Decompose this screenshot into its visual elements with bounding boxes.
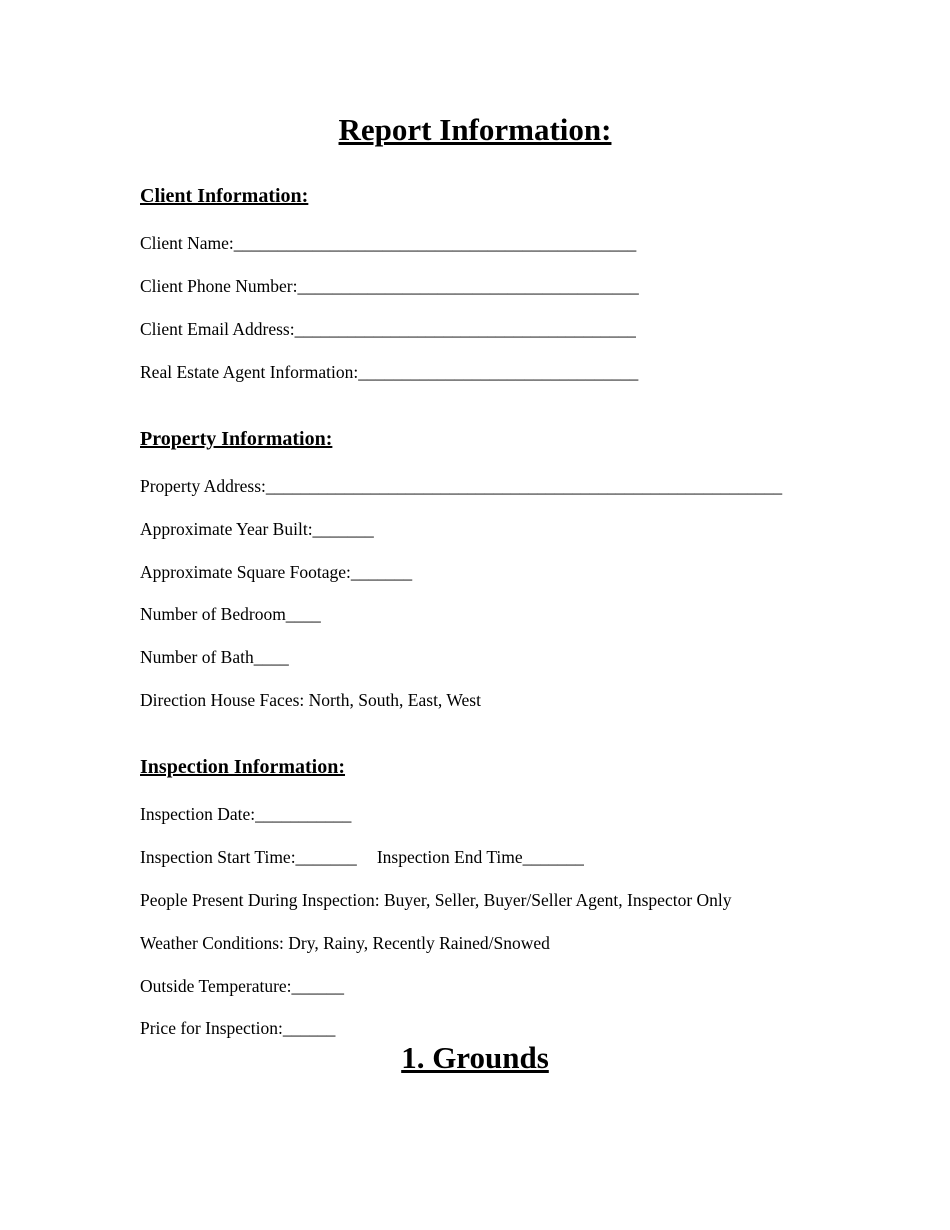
weather-conditions-field: Weather Conditions: Dry, Rainy, Recently Rained/Snowed bbox=[140, 933, 550, 953]
client-email-field: Client Email Address:_______________________________________ bbox=[140, 319, 636, 339]
client-name-field: Client Name:______________________________________________ bbox=[140, 233, 637, 253]
property-information-heading: Property Information: bbox=[140, 428, 333, 450]
inspection-times-row bbox=[140, 849, 584, 867]
report-title: Report Information: bbox=[338, 112, 612, 147]
house-direction-field: Direction House Faces: North, South, East, West bbox=[140, 690, 481, 710]
client-information-heading: Client Information: bbox=[140, 185, 309, 207]
real-estate-agent-field: Real Estate Agent Information:________________________________ bbox=[140, 362, 639, 382]
people-present-field: People Present During Inspection: Buyer, Seller, Buyer/Seller Agent, Inspector Only bbox=[140, 890, 732, 910]
bedrooms-field: Number of Bedroom____ bbox=[140, 604, 321, 624]
property-address-field: Property Address:___________________________________________________________ bbox=[140, 476, 783, 496]
inspection-start-time-field: Inspection Start Time:_______ bbox=[140, 847, 357, 867]
client-phone-field: Client Phone Number:_______________________________________ bbox=[140, 276, 639, 296]
outside-temperature-field: Outside Temperature:______ bbox=[140, 976, 345, 996]
inspection-end-time-field: Inspection End Time_______ bbox=[376, 847, 584, 867]
square-footage-field: Approximate Square Footage:_______ bbox=[140, 562, 413, 582]
year-built-field: Approximate Year Built:_______ bbox=[140, 519, 374, 539]
inspection-date-field: Inspection Date:___________ bbox=[140, 804, 352, 824]
baths-field: Number of Bath____ bbox=[140, 647, 289, 667]
grounds-section-title: 1. Grounds bbox=[401, 1040, 549, 1075]
inspection-price-field: Price for Inspection:______ bbox=[140, 1018, 336, 1038]
inspection-information-heading: Inspection Information: bbox=[140, 756, 346, 778]
